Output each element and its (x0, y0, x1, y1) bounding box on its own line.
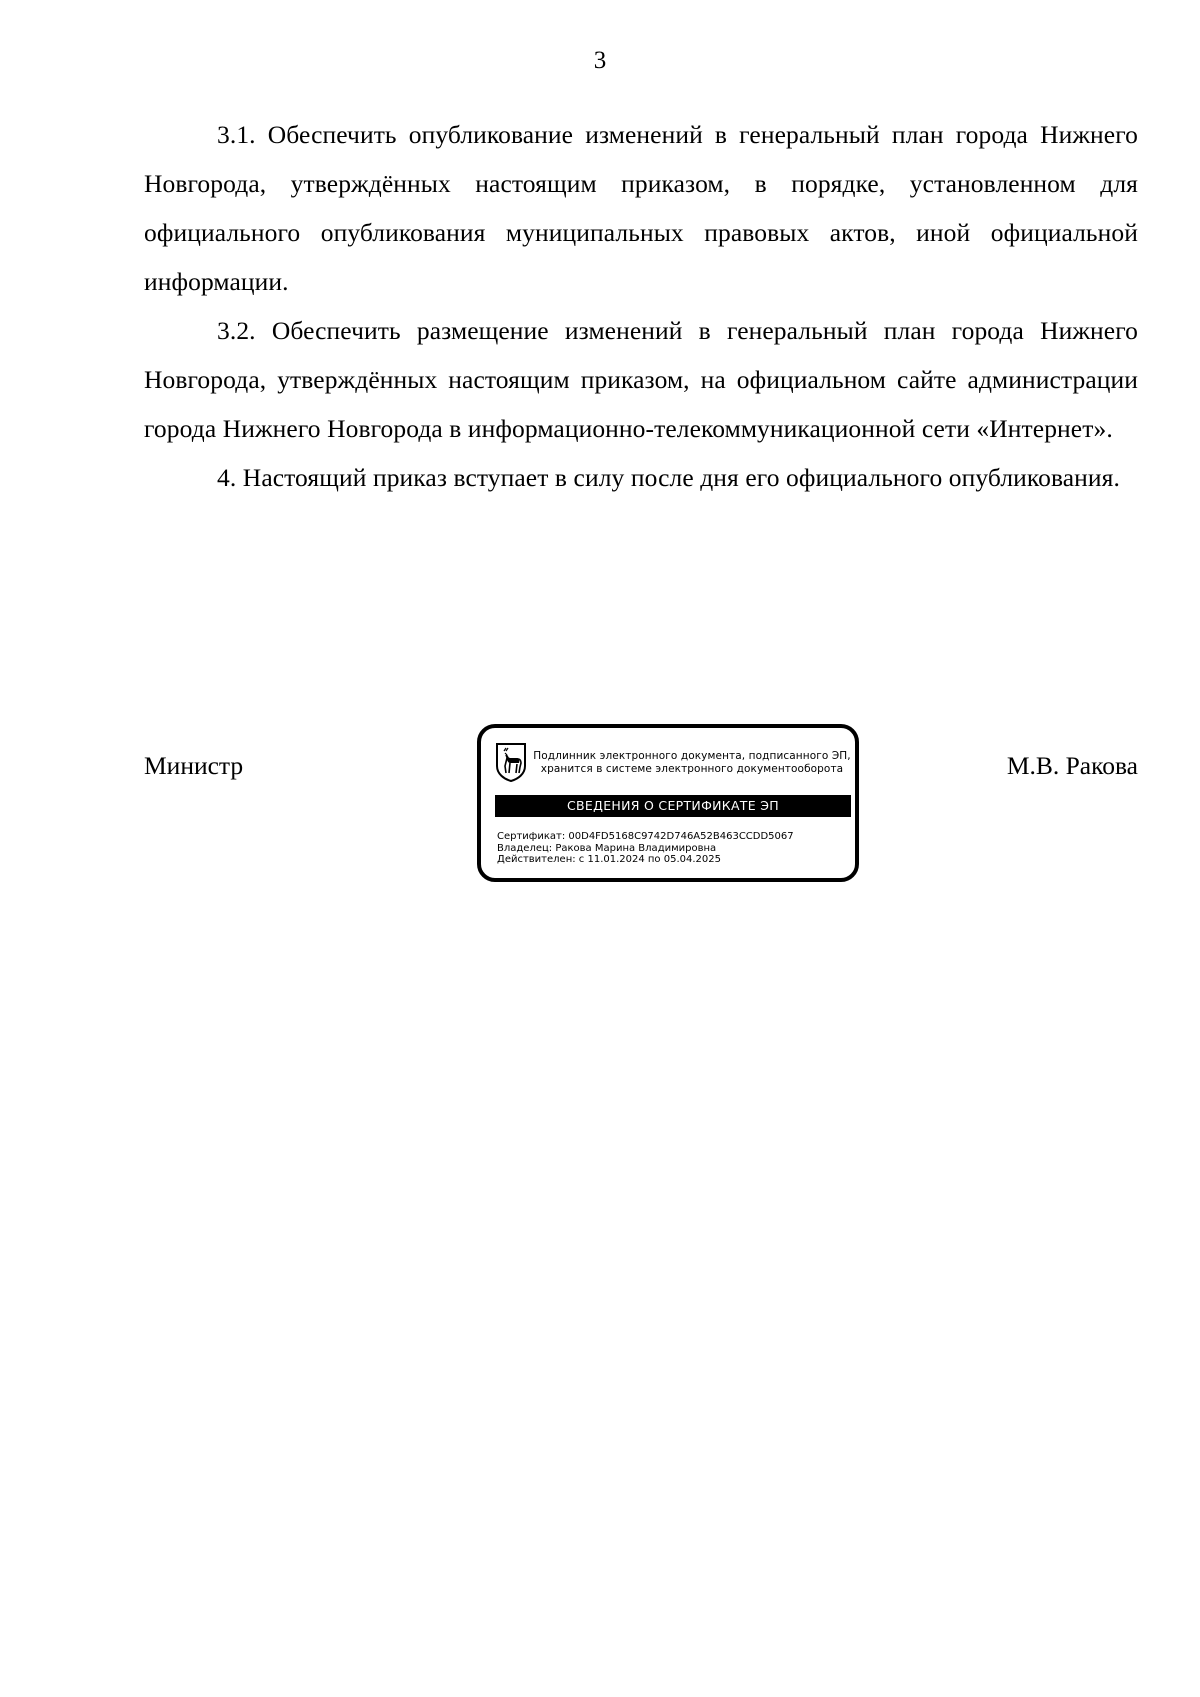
certificate-number: Сертификат: 00D4FD5168C9742D746A52B463CCDD5067 (497, 831, 794, 842)
signatory-position: Министр (144, 751, 244, 780)
stamp-note-line: хранится в системе электронного документооборота (540, 763, 844, 775)
signatory-name: М.В. Ракова (1006, 751, 1138, 780)
stamp-header: СВЕДЕНИЯ О СЕРТИФИКАТЕ ЭП (495, 795, 851, 817)
nizhny-novgorod-deer-emblem-icon (495, 742, 527, 782)
paragraph-3-1: 3.1. Обеспечить опубликование изменений в генеральный план города Нижнего Новгорода, утверждённых настоящим приказом, в порядке, установленном для официального опубликования муниципальных правовых актов, иной официальной информации. (144, 120, 1138, 296)
stamp-note (529, 750, 855, 776)
electronic-signature-stamp (477, 724, 859, 882)
paragraph-4: 4. Настоящий приказ вступает в силу после дня его официального опубликования. (217, 463, 1120, 492)
certificate-owner: Владелец: Ракова Марина Владимировна (497, 842, 717, 854)
stamp-note-line: Подлинник электронного документа, подписанного ЭП, (533, 750, 851, 762)
paragraph-3-2: 3.2. Обеспечить размещение изменений в генеральный план города Нижнего Новгорода, утверждённых настоящим приказом, на официальном сайте администрации города Нижнего Новгорода в информационно-телекоммуникационной сети «Интернет». (144, 316, 1138, 443)
certificate-validity: Действителен: с 11.01.2024 по 05.04.2025 (497, 854, 721, 865)
document-body (144, 110, 1138, 502)
page-number: 3 (593, 47, 607, 74)
certificate-details (497, 831, 853, 866)
